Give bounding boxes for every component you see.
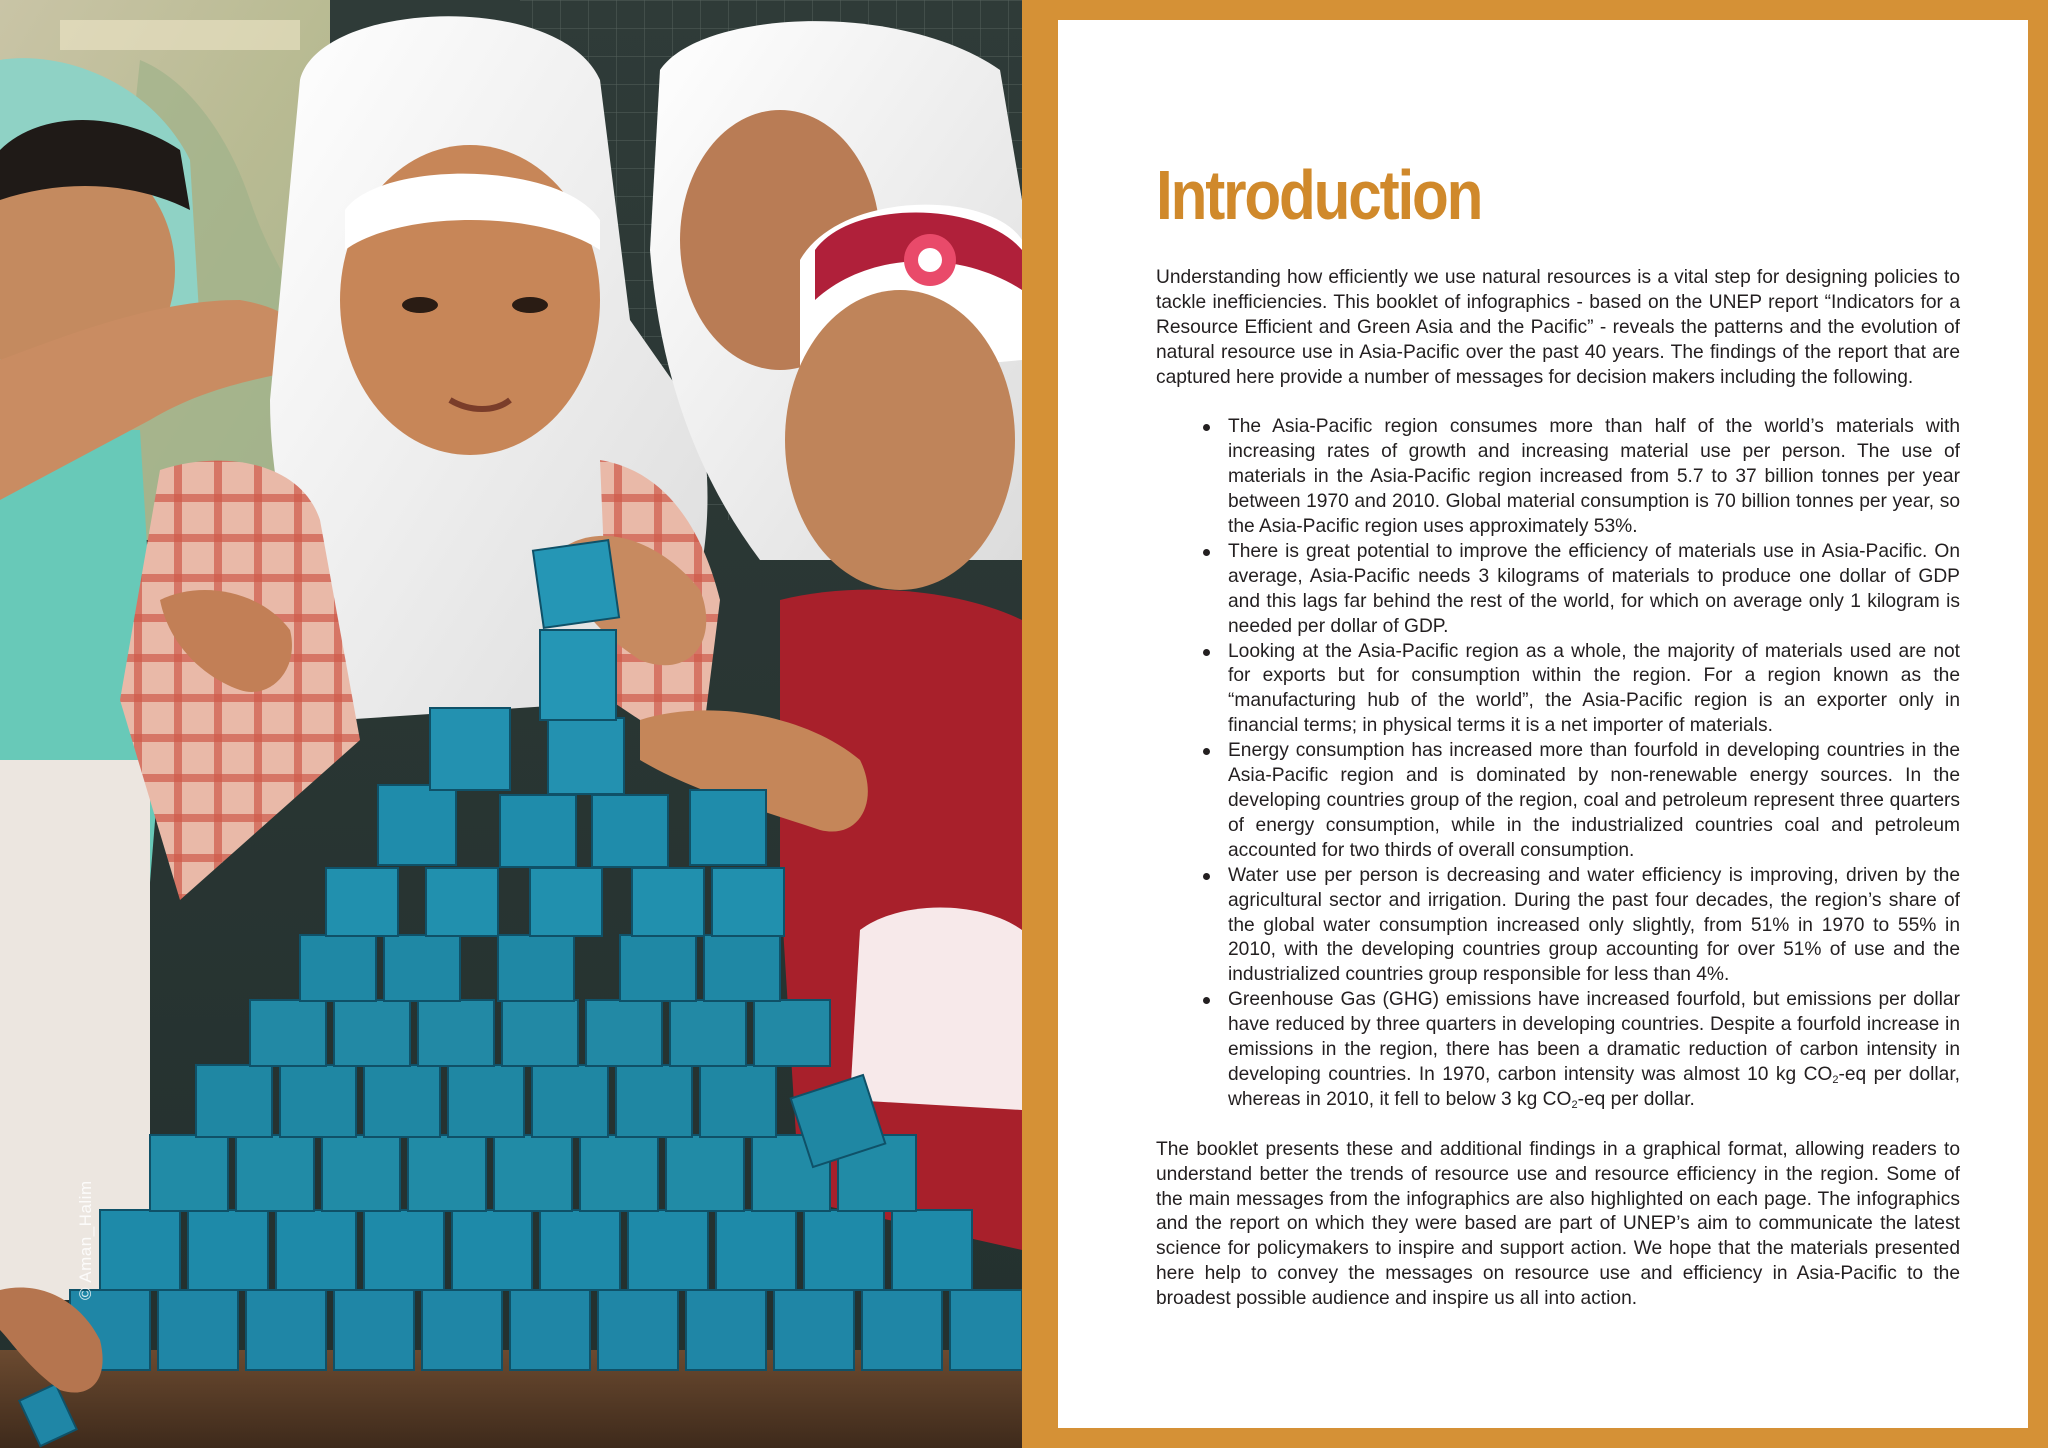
orange-frame	[1022, 0, 2048, 1448]
ghg-text-2: -eq per dollar, whereas in 2010, it fell to below 3 kg CO	[1228, 1063, 1960, 1110]
text-page	[1058, 20, 2028, 1428]
introduction-body	[1156, 266, 1960, 1312]
finding-energy: Energy consumption has increased more than fourfold in developing countries in the Asia-Pacific region and is dominated by non-renewable energy sources. In the developing countries group of the region, coal and petroleum represent three quarters of energy consumption, while in the industrialized countries coal and petroleum accounted for two thirds of overall consumption.	[1228, 739, 1960, 864]
key-findings-list	[1156, 415, 1960, 1112]
ghg-subscript-2: 2	[1571, 1098, 1578, 1111]
photo-illustration	[0, 0, 1022, 1448]
children-stacking-blocks-photo	[0, 0, 1022, 1448]
finding-material-consumption: The Asia-Pacific region consumes more than half of the world’s materials with increasing rates of growth and increasing material use per person. The use of materials in the Asia-Pacific region increased from 5.7 to 37 billion tonnes per year between 1970 and 2010. Global material consumption is 70 billion tonnes per year, so the Asia-Pacific region uses approximately 53%.	[1228, 415, 1960, 540]
page-title: Introduction	[1156, 156, 1482, 234]
ghg-subscript-1: 2	[1832, 1073, 1839, 1086]
ghg-text-3: -eq per dollar.	[1577, 1088, 1695, 1110]
intro-paragraph: Understanding how efficiently we use natural resources is a vital step for designing policies to tackle inefficiencies. This booklet of infographics - based on the UNEP report “Indicators for a Resource Efficient and Green Asia and the Pacific” - reveals the patterns and the evolution of natural resource use in Asia-Pacific over the past 40 years. The findings of the report that are captured here provide a number of messages for decision makers including the following.	[1156, 267, 1960, 388]
photo-credit: © Aman_Halim	[76, 1180, 95, 1300]
ghg-text-1: Greenhouse Gas (GHG) emissions have increased fourfold, but emissions per dollar have reduced by three quarters in developing countries. Despite a fourfold increase in emissions in the region, there has been a dramatic reduction of carbon intensity in developing countries. In 1970, carbon intensity was almost 10 kg CO	[1228, 989, 1960, 1085]
finding-ghg	[1228, 988, 1960, 1113]
finding-water: Water use per person is decreasing and water efficiency is improving, driven by the agricultural sector and irrigation. During the past four decades, the region’s share of the global water consumption increased only slightly, from 51% in 1970 to 55% in 2010, with the developing countries group accounting for over 51% of use and the industrialized countries group responsible for less than 4%.	[1228, 864, 1960, 989]
closing-paragraph: The booklet presents these and additional findings in a graphical format, allowing readers to understand better the trends of resource use and resource efficiency in the region. Some of the main messages from the infographics are also highlighted on each page. The infographics and the report on which they were based are part of UNEP’s aim to communicate the latest science for policymakers to inspire and support action. We hope that the materials presented here help to convey the messages on resource use and efficiency in Asia-Pacific to the broadest possible audience and inspire us all into action.	[1156, 1138, 1960, 1310]
finding-trade: Looking at the Asia-Pacific region as a whole, the majority of materials used are not for exports but for consumption within the region. For a region known as the “manufacturing hub of the world”, the Asia-Pacific region is an exporter only in financial terms; in physical terms it is a net importer of materials.	[1228, 640, 1960, 740]
finding-material-efficiency: There is great potential to improve the efficiency of materials use in Asia-Pacific. On average, Asia-Pacific needs 3 kilograms of materials to produce one dollar of GDP and this lags far behind the rest of the world, for which on average only 1 kilogram is needed per dollar of GDP.	[1228, 540, 1960, 640]
